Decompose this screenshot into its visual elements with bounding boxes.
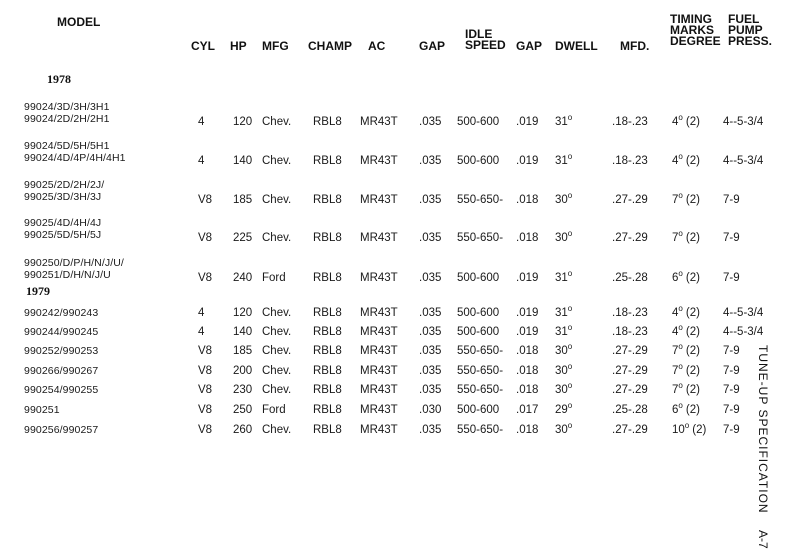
idle-speed-value: 550-650-: [457, 384, 504, 396]
model-line-1: 990250/D/P/H/N/J/U/: [24, 257, 124, 269]
header-marks-line: MARKS: [670, 23, 714, 37]
hp-value: 250: [233, 404, 253, 416]
timing-value: [672, 325, 700, 339]
mfg-value: Ford: [262, 404, 286, 416]
hp-value: 260: [233, 424, 253, 436]
champ-value: RBL8: [313, 232, 342, 244]
timing-value-value: 10: [672, 424, 685, 436]
header-press-line: PRESS.: [728, 34, 773, 48]
fuel-pressure-value: 7-9: [723, 194, 740, 206]
hp-value: 120: [233, 116, 253, 128]
idle-speed-value: 500-600: [457, 155, 500, 167]
degree-symbol: o: [567, 304, 573, 313]
gap2-value: .018: [516, 424, 539, 436]
header-mfd: MFD.: [620, 39, 650, 53]
gap-value: .035: [419, 345, 442, 357]
mfd-value: .27-.29: [612, 384, 648, 396]
model-number: 990254/990255: [24, 384, 99, 396]
model-line-1: 99025/4D/4H/4J: [24, 217, 102, 229]
mfg-value: Chev.: [262, 155, 292, 167]
header-ac: AC: [368, 39, 386, 53]
dwell-value-value: 30: [555, 424, 568, 436]
cyl-value: V8: [198, 272, 213, 284]
champ-value: RBL8: [313, 155, 342, 167]
model-line-2: 99025/5D/5H/5J: [24, 229, 102, 241]
gap-value: .035: [419, 384, 442, 396]
dwell-value-value: 31: [555, 116, 568, 128]
idle-speed-value: 550-650-: [457, 345, 504, 357]
fuel-pressure-value: 7-9: [723, 232, 740, 244]
table-row: [0, 423, 800, 463]
timing-value-note: (2): [685, 326, 700, 338]
timing-value-value: 7: [672, 194, 679, 206]
gap-value: .035: [419, 326, 442, 338]
ac-value: MR43T: [360, 345, 398, 357]
hp-value: 120: [233, 307, 253, 319]
dwell-value: [555, 325, 572, 339]
cyl-value: V8: [198, 232, 213, 244]
model-line-1: 99024/3D/3H/3H1: [24, 101, 110, 113]
fuel-pressure-value: 7-9: [723, 272, 740, 284]
cyl-value: V8: [198, 345, 213, 357]
year-1978-heading: 1978: [47, 72, 71, 86]
table-row: [0, 100, 800, 140]
timing-value-note: (2): [692, 424, 707, 436]
mfd-value: .18-.23: [612, 307, 648, 319]
timing-value-value: 4: [672, 326, 679, 338]
degree-symbol: o: [567, 191, 573, 200]
gap2-value: .019: [516, 326, 539, 338]
timing-value: [672, 344, 700, 358]
dwell-value-value: 30: [555, 345, 568, 357]
header-pump-line: PUMP: [728, 23, 763, 37]
degree-symbol: o: [678, 191, 683, 200]
ac-value: MR43T: [360, 155, 398, 167]
mfd-value: .25-.28: [612, 272, 648, 284]
gap-value: .035: [419, 232, 442, 244]
model-number: 990242/990243: [24, 307, 99, 319]
dwell-value: [555, 115, 572, 129]
timing-value: [672, 306, 700, 320]
dwell-value: [555, 344, 572, 358]
gap2-value: .018: [516, 232, 539, 244]
degree-symbol: o: [678, 269, 683, 278]
header-dwell: DWELL: [555, 39, 598, 53]
idle-speed-value: 550-650-: [457, 232, 504, 244]
hp-value: 225: [233, 232, 253, 244]
gap2-value: .018: [516, 345, 539, 357]
dwell-value-value: 31: [555, 272, 568, 284]
timing-value: [672, 193, 700, 207]
dwell-value-value: 31: [555, 326, 568, 338]
dwell-value-value: 30: [555, 384, 568, 396]
header-gap: GAP: [419, 39, 446, 53]
dwell-value-value: 30: [555, 365, 568, 377]
cyl-value: 4: [198, 116, 205, 128]
gap-value: .035: [419, 307, 442, 319]
mfd-value: .27-.29: [612, 194, 648, 206]
degree-symbol: o: [678, 342, 683, 351]
gap-value: .035: [419, 194, 442, 206]
ac-value: MR43T: [360, 365, 398, 377]
gap2-value: .019: [516, 272, 539, 284]
fuel-pressure-value: 4--5-3/4: [723, 326, 764, 338]
timing-value-note: (2): [685, 365, 700, 377]
header-speed-line: SPEED: [465, 38, 506, 52]
champ-value: RBL8: [313, 194, 342, 206]
ac-value: MR43T: [360, 424, 398, 436]
champ-value: RBL8: [313, 345, 342, 357]
champ-value: RBL8: [313, 307, 342, 319]
ac-value: MR43T: [360, 272, 398, 284]
fuel-pressure-value: 4--5-3/4: [723, 116, 764, 128]
idle-speed-value: 500-600: [457, 272, 500, 284]
mfd-value: .27-.29: [612, 365, 648, 377]
cyl-value: V8: [198, 424, 213, 436]
degree-symbol: o: [678, 113, 683, 122]
timing-value-value: 4: [672, 116, 679, 128]
cyl-value: 4: [198, 155, 205, 167]
header-hp: HP: [230, 39, 247, 53]
degree-symbol: o: [567, 362, 573, 371]
cyl-value: V8: [198, 365, 213, 377]
gap2-value: .019: [516, 307, 539, 319]
dwell-value-value: 29: [555, 404, 568, 416]
gap-value: .030: [419, 404, 442, 416]
fuel-pressure-value: 7-9: [723, 384, 740, 396]
gap-value: .035: [419, 272, 442, 284]
idle-speed-value: 500-600: [457, 326, 500, 338]
champ-value: RBL8: [313, 272, 342, 284]
cyl-value: V8: [198, 404, 213, 416]
degree-symbol: o: [678, 304, 683, 313]
degree-symbol: o: [567, 421, 573, 430]
model-number: 990266/990267: [24, 365, 99, 377]
mfd-value: .25-.28: [612, 404, 648, 416]
dwell-value-value: 30: [555, 232, 568, 244]
champ-value: RBL8: [313, 326, 342, 338]
mfg-value: Chev.: [262, 345, 292, 357]
mfg-value: Chev.: [262, 116, 292, 128]
dwell-value: [555, 403, 572, 417]
degree-symbol: o: [567, 401, 573, 410]
mfg-value: Chev.: [262, 326, 292, 338]
idle-speed-value: 500-600: [457, 307, 500, 319]
side-title: TUNE-UP SPECIFICATION: [756, 345, 770, 514]
idle-speed-value: 550-650-: [457, 194, 504, 206]
timing-value-note: (2): [685, 404, 700, 416]
timing-value-value: 7: [672, 384, 679, 396]
degree-symbol: o: [678, 401, 683, 410]
timing-value: [672, 154, 700, 168]
header-timing-line: TIMING: [670, 12, 712, 26]
hp-value: 140: [233, 326, 253, 338]
degree-symbol: o: [567, 229, 573, 238]
degree-symbol: o: [678, 323, 683, 332]
timing-value: [672, 364, 700, 378]
cyl-value: V8: [198, 384, 213, 396]
champ-value: RBL8: [313, 424, 342, 436]
dwell-value: [555, 306, 572, 320]
mfg-value: Chev.: [262, 307, 292, 319]
model-number: 990244/990245: [24, 326, 99, 338]
cyl-value: 4: [198, 326, 205, 338]
timing-value-note: (2): [685, 345, 700, 357]
model-line-2: 990251/D/H/N/J/U: [24, 269, 111, 281]
fuel-pressure-value: 7-9: [723, 365, 740, 377]
hp-value: 185: [233, 345, 253, 357]
degree-symbol: o: [678, 381, 683, 390]
timing-value-value: 7: [672, 345, 679, 357]
mfd-value: .18-.23: [612, 326, 648, 338]
model-line-1: 99024/5D/5H/5H1: [24, 140, 110, 152]
header-champ: CHAMP: [308, 39, 352, 53]
degree-symbol: o: [678, 229, 683, 238]
ac-value: MR43T: [360, 307, 398, 319]
timing-value: [672, 403, 700, 417]
model-line-2: 99024/4D/4P/4H/4H1: [24, 152, 126, 164]
fuel-pressure-value: 7-9: [723, 404, 740, 416]
fuel-pressure-value: 4--5-3/4: [723, 155, 764, 167]
timing-value-value: 4: [672, 307, 679, 319]
cyl-value: 4: [198, 307, 205, 319]
dwell-value: [555, 231, 572, 245]
timing-value-value: 7: [672, 232, 679, 244]
dwell-value-value: 31: [555, 155, 568, 167]
timing-value: [672, 271, 700, 285]
gap-value: .035: [419, 155, 442, 167]
ac-value: MR43T: [360, 232, 398, 244]
ac-value: MR43T: [360, 326, 398, 338]
timing-value-value: 6: [672, 404, 679, 416]
hp-value: 140: [233, 155, 253, 167]
idle-speed-value: 500-600: [457, 116, 500, 128]
timing-value-note: (2): [685, 307, 700, 319]
gap2-value: .019: [516, 116, 539, 128]
degree-symbol: o: [678, 152, 683, 161]
mfd-value: .27-.29: [612, 424, 648, 436]
hp-value: 230: [233, 384, 253, 396]
header-degree-line: DEGREE: [670, 34, 721, 48]
gap-value: .035: [419, 424, 442, 436]
degree-symbol: o: [684, 421, 690, 430]
table-row: [0, 139, 800, 179]
gap-value: .035: [419, 365, 442, 377]
model-line-1: 99025/2D/2H/2J/: [24, 179, 105, 191]
hp-value: 240: [233, 272, 253, 284]
page-number: A-7: [756, 530, 770, 549]
header-model: MODEL: [57, 15, 101, 29]
mfg-value: Chev.: [262, 424, 292, 436]
mfd-value: .18-.23: [612, 116, 648, 128]
timing-value-note: (2): [685, 116, 700, 128]
table-row: [0, 256, 800, 296]
cyl-value: V8: [198, 194, 213, 206]
degree-symbol: o: [567, 381, 573, 390]
gap2-value: .017: [516, 404, 539, 416]
dwell-value: [555, 154, 572, 168]
mfd-value: .18-.23: [612, 155, 648, 167]
hp-value: 185: [233, 194, 253, 206]
fuel-pressure-value: 7-9: [723, 345, 740, 357]
degree-symbol: o: [567, 269, 573, 278]
dwell-value: [555, 423, 572, 437]
timing-value: [672, 423, 706, 437]
idle-speed-value: 550-650-: [457, 365, 504, 377]
dwell-value: [555, 271, 572, 285]
header-mfg: MFG: [262, 39, 289, 53]
timing-value-note: (2): [685, 155, 700, 167]
timing-value-note: (2): [685, 232, 700, 244]
champ-value: RBL8: [313, 116, 342, 128]
degree-symbol: o: [567, 342, 573, 351]
table-row: [0, 178, 800, 218]
mfd-value: .27-.29: [612, 345, 648, 357]
header-cyl: CYL: [191, 39, 215, 53]
champ-value: RBL8: [313, 404, 342, 416]
mfd-value: .27-.29: [612, 232, 648, 244]
champ-value: RBL8: [313, 365, 342, 377]
fuel-pressure-value: 4--5-3/4: [723, 307, 764, 319]
degree-symbol: o: [567, 152, 573, 161]
gap2-value: .018: [516, 194, 539, 206]
degree-symbol: o: [678, 362, 683, 371]
table-row: [0, 216, 800, 256]
model-number: 990256/990257: [24, 424, 99, 436]
dwell-value: [555, 193, 572, 207]
header-fuel-line: FUEL: [728, 12, 760, 26]
ac-value: MR43T: [360, 194, 398, 206]
timing-value-note: (2): [685, 384, 700, 396]
hp-value: 200: [233, 365, 253, 377]
degree-symbol: o: [567, 323, 573, 332]
mfg-value: Chev.: [262, 365, 292, 377]
header-fuel: [728, 14, 772, 47]
header-idle-line: IDLE: [465, 27, 493, 41]
idle-speed-value: 500-600: [457, 404, 500, 416]
timing-value: [672, 231, 700, 245]
ac-value: MR43T: [360, 384, 398, 396]
timing-value-note: (2): [685, 272, 700, 284]
gap2-value: .019: [516, 155, 539, 167]
timing-value-note: (2): [685, 194, 700, 206]
mfg-value: Chev.: [262, 384, 292, 396]
mfg-value: Chev.: [262, 194, 292, 206]
dwell-value: [555, 364, 572, 378]
header-idle-speed: [465, 29, 506, 51]
gap2-value: .018: [516, 384, 539, 396]
mfg-value: Ford: [262, 272, 286, 284]
model-line-2: 99025/3D/3H/3J: [24, 191, 102, 203]
fuel-pressure-value: 7-9: [723, 424, 740, 436]
timing-value-value: 7: [672, 365, 679, 377]
header-gap2: GAP: [516, 39, 543, 53]
gap-value: .035: [419, 116, 442, 128]
timing-value-value: 4: [672, 155, 679, 167]
header-timing: [670, 14, 721, 47]
mfg-value: Chev.: [262, 232, 292, 244]
model-number: 990251: [24, 404, 60, 416]
dwell-value-value: 31: [555, 307, 568, 319]
timing-value: [672, 383, 700, 397]
ac-value: MR43T: [360, 404, 398, 416]
gap2-value: .018: [516, 365, 539, 377]
timing-value-value: 6: [672, 272, 679, 284]
dwell-value: [555, 383, 572, 397]
year-1979-heading: 1979: [26, 284, 50, 298]
timing-value: [672, 115, 700, 129]
champ-value: RBL8: [313, 384, 342, 396]
idle-speed-value: 550-650-: [457, 424, 504, 436]
dwell-value-value: 30: [555, 194, 568, 206]
ac-value: MR43T: [360, 116, 398, 128]
model-number: 990252/990253: [24, 345, 99, 357]
degree-symbol: o: [567, 113, 573, 122]
model-line-2: 99024/2D/2H/2H1: [24, 113, 110, 125]
